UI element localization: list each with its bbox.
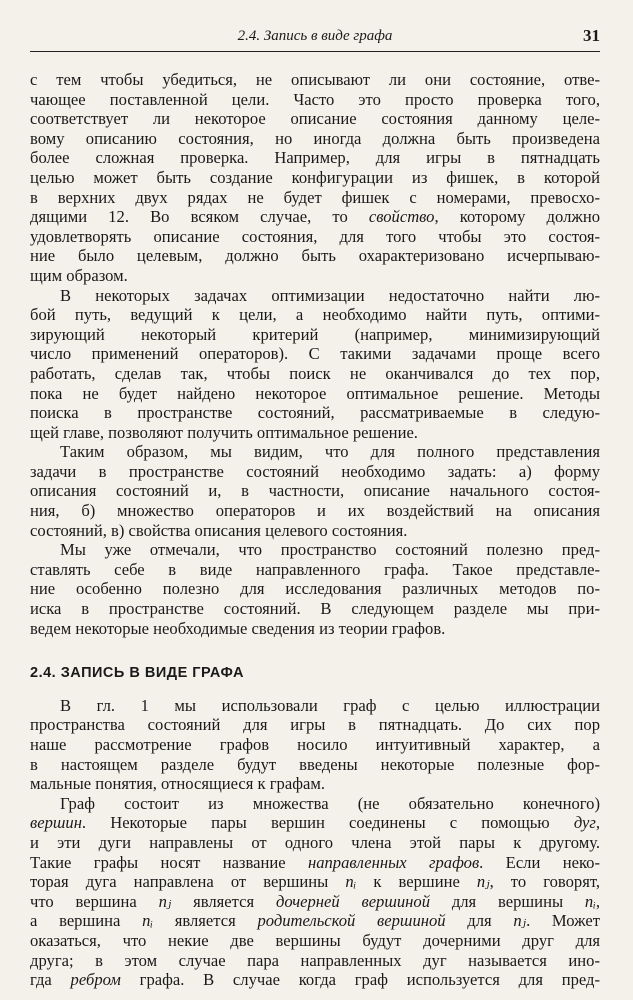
text-line (30, 970, 600, 990)
text-line: зирующий некоторый критерий (например, минимизирующий (30, 324, 600, 344)
paragraph (30, 696, 600, 794)
math-symbol: nⱼ (158, 891, 172, 911)
text-line: ведем некоторые необходимые сведения из теории графов. (30, 618, 446, 638)
text-run: а вершина (30, 911, 143, 931)
text-line: ния, б) множество операторов и их воздействий на описания (30, 501, 600, 521)
text-line: мальные понятия, относящиеся к графам. (30, 774, 325, 794)
running-head: 2.4. Запись в виде графа (237, 28, 393, 44)
text-line: наше рассмотрение графов носило интуитивный характер, а (30, 735, 600, 754)
text-run: торая дуга направлена от вершины (30, 872, 346, 892)
paragraph (30, 286, 600, 443)
italic-term: родительской вершиной (257, 911, 446, 931)
italic-term: направленных графов (307, 852, 480, 872)
text-run: Такие графы носят название (30, 852, 308, 872)
math-symbol: nⱼ (513, 911, 527, 931)
text-line: состояний, в) свойства описания целевого состояния. (30, 520, 408, 540)
text-line: В гл. 1 мы использовали граф с целью иллюстрации (60, 695, 600, 715)
paragraph (30, 442, 600, 540)
text-run: для (445, 911, 514, 931)
text-line: с тем чтобы убедиться, не описывают ли они состояние, отве- (30, 70, 600, 89)
text-line: ние было целевым, должно быть охарактеризовано исчерпываю- (30, 246, 600, 266)
text-line: В некоторых задачах оптимизации недостаточно найти лю- (60, 285, 600, 305)
text-line: Мы уже отмечали, что пространство состояний полезно пред- (60, 540, 600, 560)
text-line: бой путь, ведущий к цели, а необходимо найти путь, оптими- (30, 305, 600, 325)
text-run: , которому должно (434, 207, 600, 227)
text-run: . Некоторые пары вершин соединены с помощью (81, 813, 574, 833)
paragraph (30, 540, 600, 638)
text-run: является (153, 911, 258, 931)
math-symbol: nᵢ (142, 911, 154, 931)
text-line (30, 813, 600, 833)
text-line: соответствует ли некоторое описание состояния данному целе- (30, 109, 600, 129)
text-run: для вершины (430, 891, 585, 911)
text-line (30, 892, 600, 912)
section-title: 2.4. ЗАПИСЬ В ВИДЕ ГРАФА (30, 665, 244, 682)
text-line: число применений операторов). С такими задачами проще всего (30, 344, 600, 364)
text-line: более сложная проверка. Например, для игры в пятнадцать (30, 148, 600, 168)
text-line (30, 207, 600, 227)
italic-term: свойство (368, 207, 435, 227)
text-run: . Если неко- (479, 852, 600, 872)
text-line: удовлетворять описание состояния, для того чтобы это состоя- (30, 226, 600, 246)
text-line: поиска в пространстве состояний, рассматриваемые в следую- (30, 403, 600, 423)
text-line: ние особенно полезно для исследования различных методов по- (30, 579, 600, 599)
text-line: пространства состояний для игры в пятнадцать. До сих пор (30, 715, 600, 735)
text-line: работать, сделав так, чтобы поиск не оканчивался до тех пор, (30, 363, 600, 383)
text-line (30, 853, 600, 873)
text-run: что вершина (30, 891, 159, 911)
italic-term: ребром (70, 970, 121, 990)
text-line: пока не будет найдено некоторое оптимальное решение. Методы (30, 383, 600, 403)
math-symbol: nᵢ (345, 872, 357, 892)
math-symbol: nᵢ (584, 891, 596, 911)
text-run: . Может (526, 911, 600, 931)
paragraph (30, 70, 600, 286)
text-line: и эти дуги направлены от одного члена этой пары к другому. (30, 832, 600, 852)
text-line: описания состояний и, в частности, описание начального состоя- (30, 481, 600, 501)
text-line: Граф состоит из множества (не обязательно конечного) (60, 793, 600, 813)
text-line: задачи в пространстве состояний необходимо задать: а) форму (30, 461, 600, 481)
text-line: в верхних двух рядах не будет фишек с номерами, превосхо- (30, 187, 600, 207)
math-symbol: nⱼ (476, 872, 490, 892)
text-line: Таким образом, мы видим, что для полного представления (60, 442, 600, 462)
text-run: , то говорят, (489, 872, 600, 892)
text-line: щей главе, позволяют получить оптимальное решение. (30, 422, 418, 442)
text-run: гда (30, 970, 71, 990)
italic-term: дочерней вершиной (275, 891, 431, 911)
paragraph (30, 794, 600, 990)
text-run: , (595, 813, 600, 833)
italic-term: дуг (573, 813, 596, 833)
text-line: вому описанию состояния, но иногда должна быть произведена (30, 128, 600, 148)
text-line: в настоящем разделе будут введены некоторые полезные фор- (30, 754, 600, 774)
text-line: друга; в этом случае пара направленных дуг называется ино- (30, 950, 600, 970)
text-run: к вершине (356, 872, 477, 892)
text-line: иска в пространстве состояний. В следующем разделе мы при- (30, 599, 600, 619)
text-run: , (595, 891, 600, 911)
text-line: чающее поставленной цели. Часто это просто проверка того, (30, 89, 600, 109)
text-line: ставлять себе в виде направленного графа. Такое представле- (30, 559, 600, 579)
text-run: дящими 12. Во всяком случае, то (30, 207, 369, 227)
text-line (30, 872, 600, 892)
page-header (30, 24, 600, 54)
text-line: щим образом. (30, 265, 128, 285)
page-number: 31 (583, 26, 600, 45)
header-rule (30, 51, 600, 52)
text-line: целью может быть создание конфигурации из фишек, в которой (30, 167, 600, 187)
text-run: является (171, 891, 276, 911)
text-run: графа. В случае когда граф используется для пред- (120, 970, 600, 990)
body-text (30, 70, 600, 990)
text-line (30, 911, 600, 931)
text-line: оказаться, что некие две вершины будут дочерними друг для (30, 930, 600, 950)
italic-term: вершин (30, 813, 82, 833)
